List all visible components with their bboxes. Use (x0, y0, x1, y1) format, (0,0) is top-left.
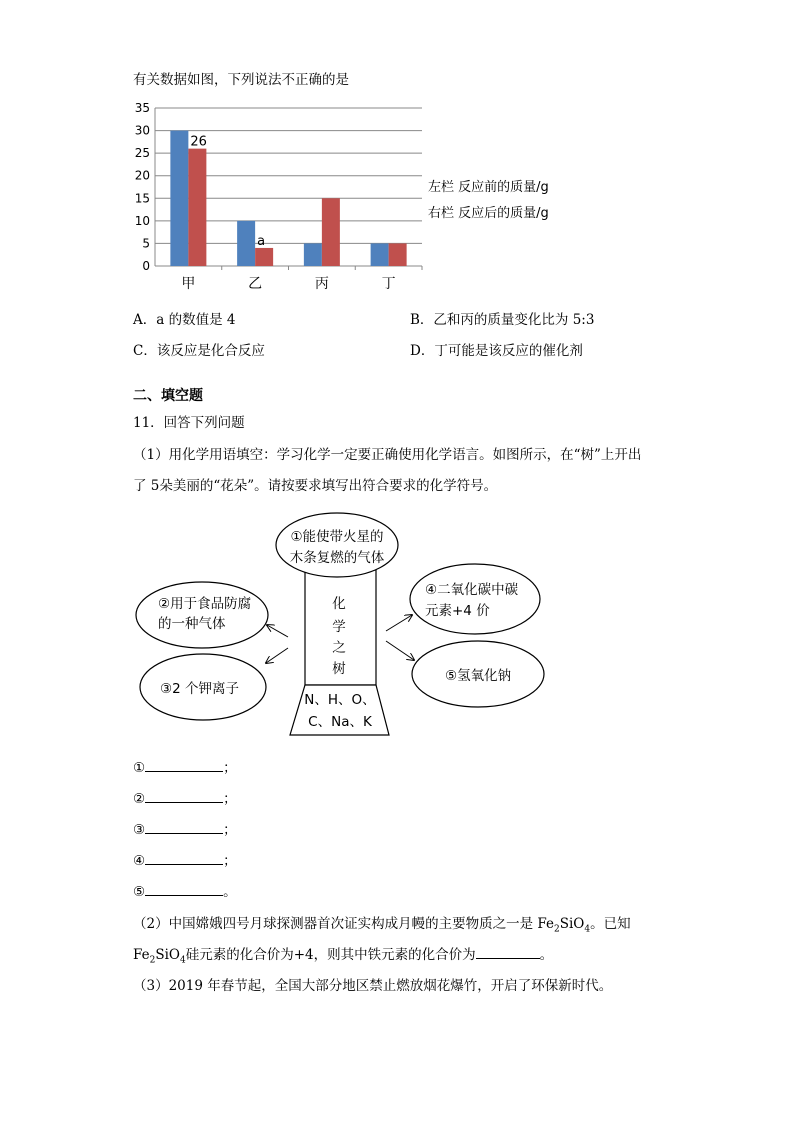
flower-1 (276, 513, 398, 577)
intro-text: 有关数据如图，下列说法不正确的是 (133, 72, 349, 88)
answer-1-sep: ； (223, 760, 237, 776)
arrow-to-flower-4 (386, 615, 412, 631)
x-tick-label: 乙 (248, 276, 263, 292)
answer-5-blank[interactable] (145, 883, 223, 896)
data-label: a (257, 233, 266, 249)
base-line-2: C、Na、K (308, 714, 372, 730)
answer-4-num: ④ (133, 853, 146, 869)
section-title: 二、填空题 (133, 388, 203, 404)
q2-line2-pre: Fe (133, 947, 150, 963)
x-tick-label: 甲 (181, 276, 196, 292)
q2-line1 (133, 912, 631, 935)
flower-1-line-1: ①能使带火星的 (290, 529, 384, 545)
q2-blank[interactable] (476, 946, 540, 959)
bar-chart (125, 100, 565, 300)
flower-1-line-2: 木条复燃的气体 (289, 550, 385, 566)
option-a: A．a 的数值是 4 (133, 312, 236, 328)
y-tick-label: 30 (134, 123, 150, 138)
flower-4-line-2: 元素+4 价 (425, 603, 490, 619)
base-line-1: N、H、O、 (304, 692, 376, 708)
question-11: 11．回答下列问题 (133, 415, 245, 431)
flower-4 (410, 564, 540, 634)
answer-2-num: ② (133, 791, 146, 807)
q2-line2 (133, 943, 553, 966)
q2-end: 。 (539, 947, 554, 963)
trunk-char-1: 化 (332, 596, 346, 612)
q2-line2-post: 硅元素的化合价为+4，则其中铁元素的化合价为 (185, 947, 476, 963)
y-tick-label: 35 (134, 101, 150, 115)
flower-5-text: ⑤氢氧化钠 (445, 668, 512, 684)
q1-line1: （1）用化学用语填空：学习化学一定要正确使用化学语言。如图所示，在“树”上开出 (133, 447, 642, 463)
q2-line2-mid: SiO (155, 947, 180, 963)
arrow-to-flower-2 (267, 625, 288, 637)
flower-2-line-1: ②用于食品防腐 (158, 596, 252, 612)
option-b: B．乙和丙的质量变化比为 5:3 (410, 312, 595, 328)
q1-line2: 了 5朵美丽的“花朵”。请按要求填写出符合要求的化学符号。 (133, 478, 498, 494)
y-tick-label: 0 (142, 259, 150, 273)
legend-after: 右栏 反应后的质量/g (428, 206, 549, 221)
trunk-char-4: 树 (332, 661, 346, 677)
q2-line1-sub1: 2 (554, 924, 560, 935)
q2-line1-post: 。已知 (590, 916, 631, 932)
y-tick-label: 5 (142, 236, 150, 251)
y-tick-label: 15 (134, 191, 150, 206)
y-tick-label: 25 (134, 146, 150, 161)
bar-before (237, 221, 255, 266)
answer-4 (133, 849, 237, 869)
answer-1-blank[interactable] (145, 759, 223, 772)
option-d: D．丁可能是该反应的催化剂 (410, 343, 583, 359)
bar-after (188, 149, 206, 266)
bar-before (304, 243, 322, 266)
q2-line1-sub2: 4 (584, 924, 591, 935)
answer-5 (133, 880, 237, 900)
flower-2-line-2: 的一种气体 (158, 616, 226, 632)
q3-text: （3）2019 年春节起，全国大部分地区禁止燃放烟花爆竹，开启了环保新时代。 (133, 978, 613, 994)
answer-5-end: 。 (223, 884, 237, 900)
option-c: C．该反应是化合反应 (133, 343, 265, 359)
q2-line2-sub2: 4 (180, 955, 186, 966)
answer-3 (133, 818, 237, 838)
answer-3-blank[interactable] (145, 821, 223, 834)
answer-2-sep: ； (223, 791, 237, 807)
flower-2 (136, 582, 268, 648)
answer-3-sep: ； (223, 822, 237, 838)
answer-2-blank[interactable] (145, 790, 223, 803)
arrow-to-flower-3 (266, 648, 288, 663)
answer-3-num: ③ (133, 822, 146, 838)
y-tick-label: 10 (134, 213, 150, 228)
flower-3-text: ③2 个钾离子 (160, 681, 239, 697)
bar-after (389, 243, 407, 266)
trunk-char-3: 之 (332, 640, 346, 656)
q2-line2-sub1: 2 (149, 955, 156, 966)
data-label: 26 (190, 134, 207, 150)
legend-before: 左栏 反应前的质量/g (428, 180, 549, 195)
trunk-char-2: 学 (332, 619, 346, 635)
q2-line1-mid: SiO (559, 916, 585, 932)
bar-before (371, 243, 389, 266)
answer-1-num: ① (133, 760, 146, 776)
flower-4-line-1: ④二氧化碳中碳 (425, 582, 519, 598)
y-tick-label: 20 (134, 168, 150, 183)
x-tick-label: 丙 (314, 276, 329, 292)
bar-after (255, 248, 273, 266)
answer-4-sep: ； (223, 853, 237, 869)
bar-after (322, 198, 340, 266)
q2-line1-pre: （2）中国嫦娥四号月球探测器首次证实构成月幔的主要物质之一是 Fe (133, 916, 554, 932)
answer-4-blank[interactable] (145, 852, 223, 865)
answer-5-num: ⑤ (133, 884, 146, 900)
answer-1 (133, 756, 237, 776)
answer-2 (133, 787, 237, 807)
chemistry-tree-diagram (120, 505, 680, 745)
bar-before (170, 131, 188, 266)
arrow-to-flower-5 (386, 641, 414, 660)
x-tick-label: 丁 (381, 276, 396, 292)
